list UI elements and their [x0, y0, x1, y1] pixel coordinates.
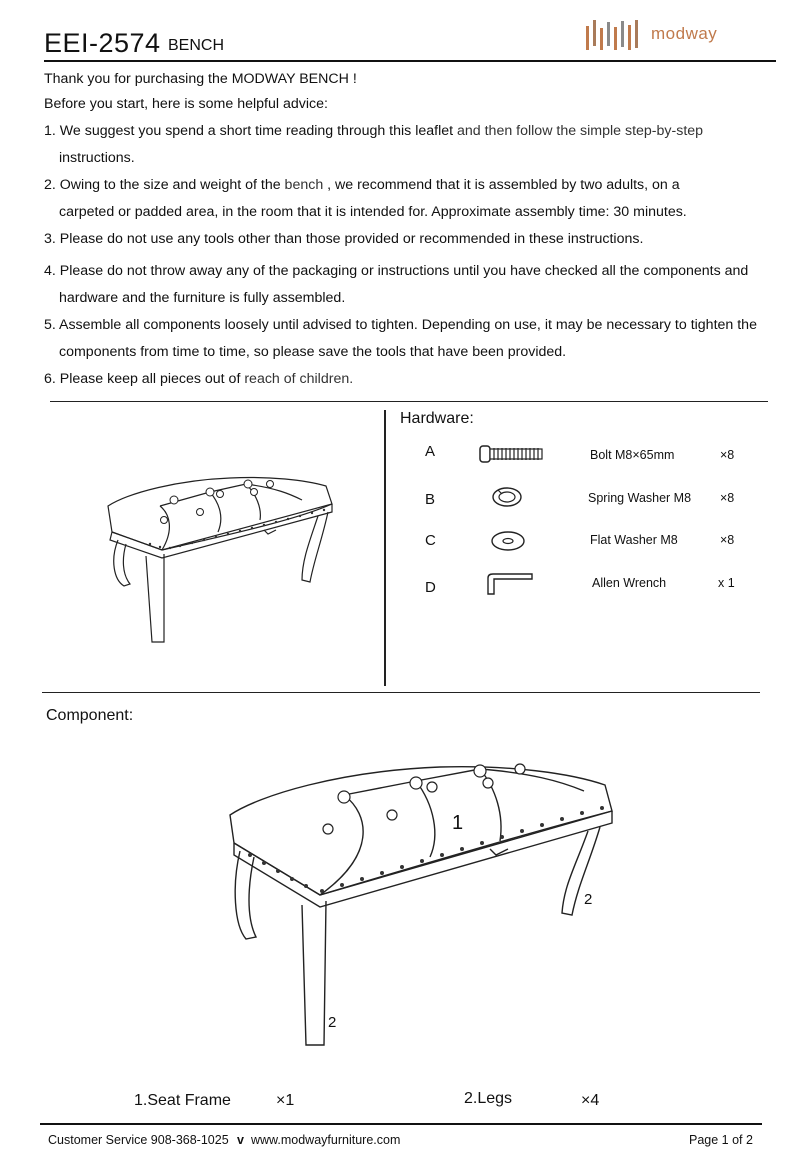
advice-item-2-text-b: bench [280, 177, 328, 193]
advice-item-1-text-b: and then follow the simple step-by-step [453, 123, 704, 139]
header-rule [44, 60, 776, 62]
hardware-name-c: Flat Washer M8 [590, 533, 678, 547]
hardware-letter-a: A [425, 443, 436, 460]
hardware-title: Hardware: [400, 410, 474, 427]
section-rule-bottom [42, 692, 760, 693]
hardware-qty-d: x 1 [718, 576, 735, 590]
bolt-icon [478, 444, 548, 464]
advice-item-2-text: 2. Owing to the size and weight of the [44, 177, 281, 193]
hardware-qty-b: ×8 [720, 491, 735, 505]
hardware-letter-b: B [425, 491, 436, 508]
bench-overview-illustration [100, 470, 340, 650]
hardware-letter-d: D [425, 579, 436, 596]
advice-item-2-text-c: , we recommend that it is assembled by two adults, on a [327, 177, 680, 193]
section-rule-top [50, 401, 768, 402]
allen-wrench-icon [484, 572, 536, 598]
advice-item-2 [44, 176, 680, 194]
hardware-qty-c: ×8 [720, 533, 735, 547]
advice-item-1-text: 1. We suggest you spend a short time reading through this leaflet [44, 123, 454, 139]
brand-name: modway [651, 24, 718, 43]
callout-leg-front: 2 [328, 1014, 337, 1031]
advice-item-2-cont: carpeted or padded area, in the room that it is intended for. Approximate assembly time: 30 minutes. [59, 204, 687, 220]
intro-thanks: Thank you for purchasing the MODWAY BENCH ! [44, 71, 357, 87]
advice-item-4: 4. Please do not throw away any of the packaging or instructions until you have checked all the components and [44, 263, 749, 279]
component-title: Component: [46, 707, 134, 724]
footer-page: Page 1 of 2 [689, 1133, 753, 1147]
flat-washer-icon [490, 530, 526, 552]
advice-item-6-text-b: reach of children. [240, 371, 354, 387]
advice-item-3: 3. Please do not use any tools other than those provided or recommended in these instructions. [44, 231, 644, 247]
spring-washer-icon [490, 486, 524, 508]
part-seat-frame-qty: ×1 [276, 1092, 295, 1109]
advice-item-4-cont: hardware and the furniture is fully assembled. [59, 290, 346, 306]
footer-separator: v [237, 1133, 244, 1147]
model-number: EEI-2574 [44, 28, 161, 58]
advice-item-6-text: 6. Please keep all pieces out of [44, 371, 241, 387]
hardware-letter-c: C [425, 532, 436, 549]
hardware-name-a: Bolt M8×65mm [590, 448, 675, 462]
footer-rule [40, 1123, 762, 1125]
hardware-qty-a: ×8 [720, 448, 735, 462]
nailhead-trim [248, 806, 604, 893]
advice-item-1-cont: instructions. [59, 150, 135, 166]
callout-seat: 1 [452, 812, 464, 834]
advice-item-6 [44, 370, 353, 388]
advice-item-5-cont: components from time to time, so please save the tools that have been provided. [59, 344, 567, 360]
hardware-name-d: Allen Wrench [592, 576, 667, 590]
advice-item-1 [44, 122, 703, 140]
section-divider [384, 410, 386, 686]
part-seat-frame: 1.Seat Frame [134, 1092, 231, 1109]
footer-service: Customer Service 908-368-1025 [48, 1133, 229, 1147]
intro-advice: Before you start, here is some helpful advice: [44, 96, 328, 112]
brand-logo-bars-icon [584, 18, 648, 52]
footer-website[interactable]: www.modwayfurniture.com [251, 1133, 401, 1147]
brand-logo [584, 18, 724, 52]
hardware-name-b: Spring Washer M8 [588, 491, 692, 505]
callout-leg-right: 2 [584, 891, 593, 908]
part-legs-qty: ×4 [581, 1092, 600, 1109]
bench-component-illustration [220, 745, 620, 1050]
part-legs: 2.Legs [464, 1090, 513, 1107]
product-type: BENCH [168, 37, 225, 54]
advice-item-5: 5. Assemble all components loosely until advised to tighten. Depending on use, it may be necessary to tighten the [44, 317, 757, 333]
